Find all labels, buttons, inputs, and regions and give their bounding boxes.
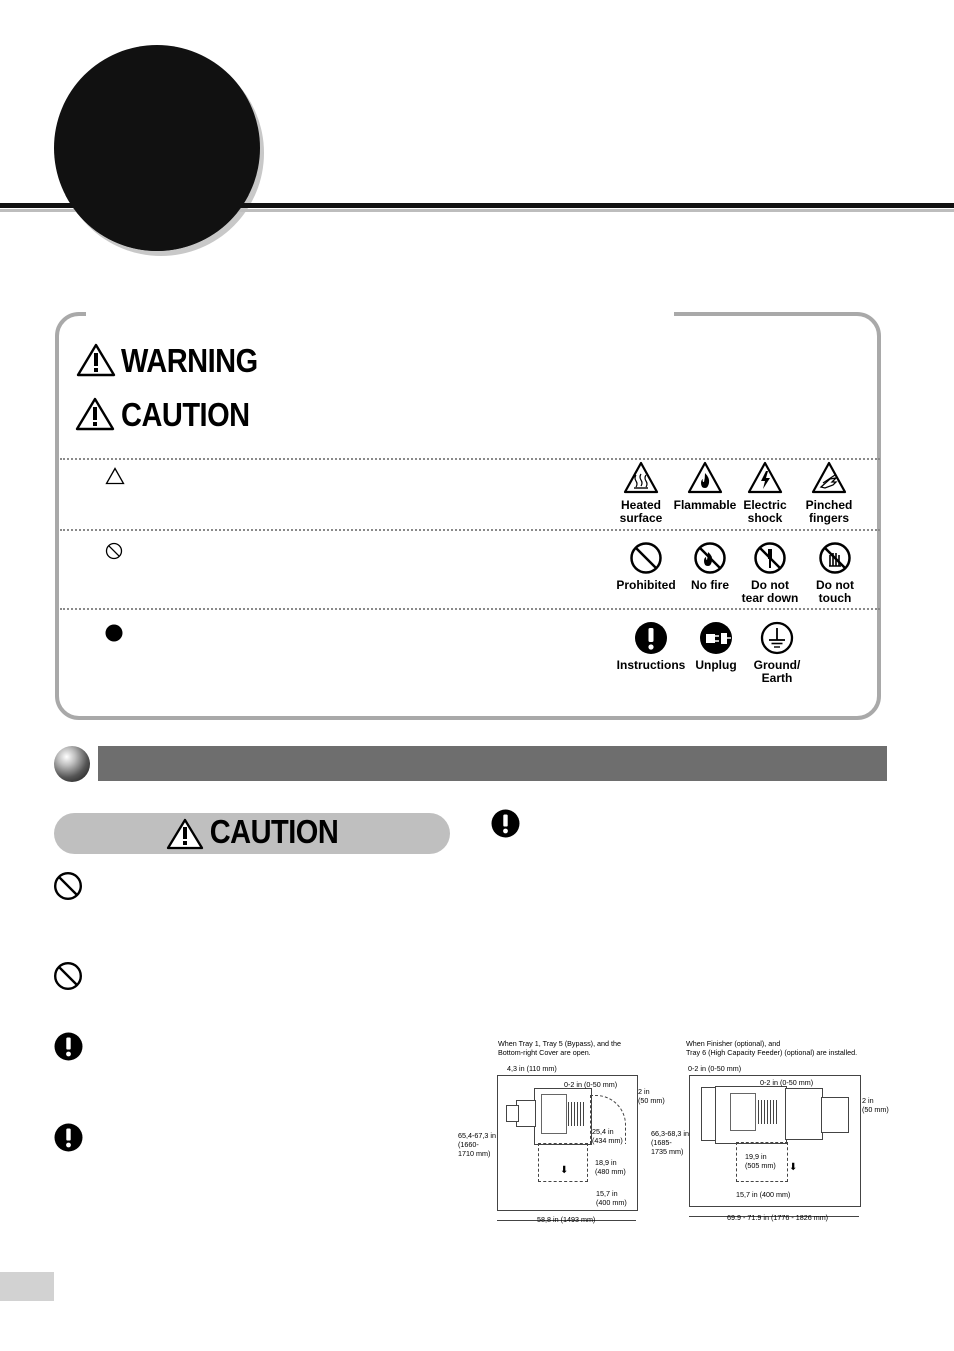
symbol-pinched-fingers <box>801 461 857 525</box>
flammable-icon <box>687 461 723 495</box>
symbol-label: No fire <box>690 578 729 592</box>
warning-triangle-icon <box>76 343 116 377</box>
diagram-right-machine-panel <box>730 1093 756 1131</box>
symbol-instructions <box>612 621 690 672</box>
do-not-touch-icon <box>818 541 852 575</box>
caution-signal <box>75 397 250 434</box>
symbol-label: Instructions <box>616 658 686 672</box>
diagram-left-dim-width: 58,8 in (1493 mm) <box>537 1215 596 1224</box>
caution-label: CAUTION <box>209 814 339 851</box>
symbol-unplug <box>692 621 740 672</box>
section-bullet-sphere <box>54 746 90 782</box>
pinched-fingers-icon <box>811 461 847 495</box>
diagram-left-machine-panel <box>541 1094 567 1134</box>
symbol-label: Pinched fingers <box>805 498 853 525</box>
diagram-left-dim-drawer: 18,9 in (480 mm) <box>595 1158 626 1176</box>
diagram-left-bypass-tray <box>516 1100 536 1127</box>
diagram-left-caption: When Tray 1, Tray 5 (Bypass), and the Bottom-right Cover are open. <box>498 1039 622 1057</box>
warning-signal <box>76 343 258 380</box>
diagram-right-dim-drawer: 19,9 in (505 mm) <box>745 1152 776 1170</box>
small-instruction-dot-icon <box>105 624 123 642</box>
row-divider <box>60 608 880 610</box>
box-title-gap <box>86 306 674 320</box>
instructions-icon <box>54 1123 83 1152</box>
symbol-ground-earth <box>748 621 806 685</box>
symbol-label: Do not tear down <box>741 578 799 605</box>
diagram-left-dim-top: 4,3 in (110 mm) <box>507 1064 557 1073</box>
symbol-label: Unplug <box>695 658 737 672</box>
diagram-left-tray-extension <box>506 1105 519 1122</box>
symbol-label: Ground/ Earth <box>753 658 801 685</box>
diagram-left-open-drawer <box>538 1143 588 1182</box>
prohibited-icon <box>53 871 83 901</box>
warning-label: WARNING <box>121 343 258 380</box>
symbol-flammable <box>672 461 738 512</box>
diagram-right-machine-vents <box>758 1100 778 1124</box>
no-fire-icon <box>693 541 727 575</box>
do-not-tear-down-icon <box>753 541 787 575</box>
diagram-left-machine-vents <box>568 1102 586 1126</box>
symbol-prohibited <box>612 541 680 592</box>
diagram-right-dim-top: 0-2 in (0-50 mm) <box>688 1064 742 1073</box>
symbol-no-fire <box>686 541 734 592</box>
instructions-icon <box>491 809 520 838</box>
diagram-right-caption: When Finisher (optional), and Tray 6 (High Capacity Feeder) (optional) are installed. <box>686 1039 858 1057</box>
symbol-label: Heated surface <box>619 498 663 525</box>
section-heading-band <box>98 746 887 781</box>
row-divider <box>60 529 880 531</box>
diagram-right-dim-clearance: 0-2 in (0-50 mm) <box>760 1078 814 1087</box>
symbol-label: Prohibited <box>616 578 676 592</box>
diagram-right-dim-right: 2 in (50 mm) <box>862 1096 889 1114</box>
symbol-heated-surface <box>614 461 668 525</box>
symbol-label: Flammable <box>673 498 737 512</box>
symbol-do-not-tear-down <box>738 541 802 605</box>
arrow-down-icon: ⬇ <box>789 1162 798 1173</box>
caution-triangle-icon <box>166 818 204 850</box>
electric-shock-icon <box>747 461 783 495</box>
page-number-tab <box>0 1272 54 1301</box>
diagram-right-dim-width: 69.9 - 71.9 in (1776 - 1826 mm) <box>727 1213 829 1222</box>
diagram-left-dim-door: 25,4 in (434 mm) <box>592 1127 623 1145</box>
unplug-icon <box>699 621 733 655</box>
caution-heading-pill <box>54 813 450 854</box>
small-prohibited-icon <box>105 542 123 560</box>
ground-earth-icon <box>760 621 794 655</box>
prohibited-icon <box>629 541 663 575</box>
symbol-label: Do not touch <box>816 578 854 605</box>
row-divider <box>60 458 880 460</box>
diagram-right-finisher <box>785 1088 823 1140</box>
diagram-left-dim-height: 65,4-67,3 in (1660- 1710 mm) <box>458 1131 496 1158</box>
instructions-icon <box>54 1032 83 1061</box>
diagram-left-dim-clearance: 0-2 in (0-50 mm) <box>564 1080 618 1089</box>
symbol-label: Electric shock <box>743 498 787 525</box>
diagram-right-finisher-tray <box>821 1097 849 1133</box>
diagram-left-dim-right: 2 in (50 mm) <box>638 1087 665 1105</box>
prohibited-icon <box>53 961 83 991</box>
instructions-icon <box>634 621 668 655</box>
symbol-electric-shock <box>738 461 792 525</box>
caution-triangle-icon <box>75 397 115 431</box>
symbol-do-not-touch <box>806 541 864 605</box>
caution-label: CAUTION <box>121 397 250 434</box>
heated-surface-icon <box>623 461 659 495</box>
arrow-down-icon: ⬇ <box>560 1165 569 1176</box>
diagram-left-dim-front: 15,7 in (400 mm) <box>596 1189 627 1207</box>
small-triangle-icon <box>105 467 125 485</box>
diagram-right-dim-height: 66,3-68,3 in (1685- 1735 mm) <box>651 1129 689 1156</box>
diagram-right-dim-front: 15,7 in (400 mm) <box>736 1190 791 1199</box>
